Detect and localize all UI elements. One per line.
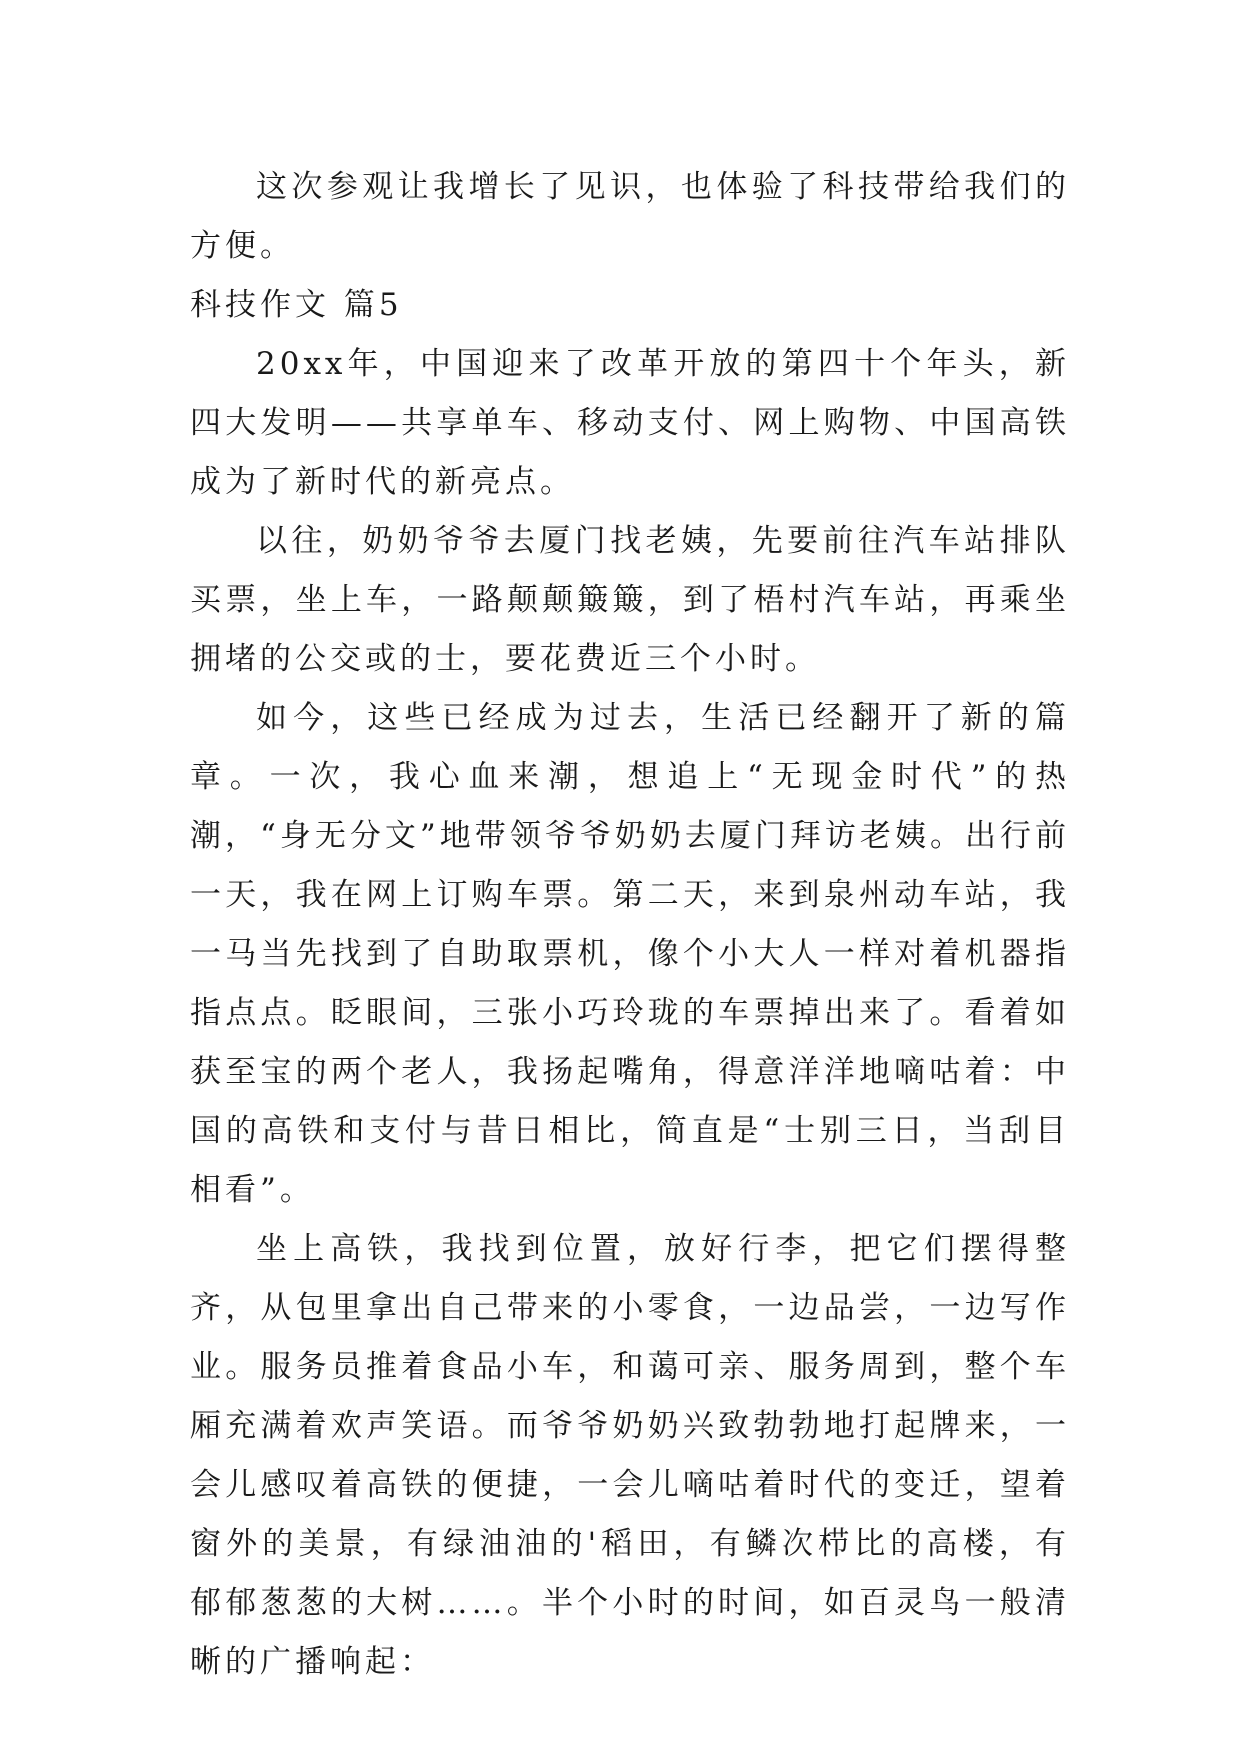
document-body bbox=[190, 158, 1070, 1692]
paragraph-cashless-trip: 如今，这些已经成为过去，生活已经翻开了新的篇章。一次，我心血来潮，想追上“无现金时代”的热潮，“身无分文”地带领爷爷奶奶去厦门拜访老姨。出行前一天，我在网上订购车票。第二天，来到泉州动车站，我一马当先找到了自助取票机，像个小大人一样对着机器指指点点。眨眼间，三张小巧玲珑的车票掉出来了。看着如获至宝的两个老人，我扬起嘴角，得意洋洋地嘀咕着：中国的高铁和支付与昔日相比，简直是“士别三日，当刮目相看”。 bbox=[190, 700, 1070, 1208]
paragraph-high-speed-rail: 坐上高铁，我找到位置，放好行李，把它们摆得整齐，从包里拿出自己带来的小零食，一边品尝，一边写作业。服务员推着食品小车，和蔼可亲、服务周到，整个车厢充满着欢声笑语。而爷爷奶奶兴致勃勃地打起牌来，一会儿感叹着高铁的便捷，一会儿嘀咕着时代的变迁，望着窗外的美景，有绿油油的'稻田，有鳞次栉比的高楼，有郁郁葱葱的大树……。半个小时的时间，如百灵鸟一般清晰的广播响起： bbox=[190, 1231, 1070, 1680]
section-heading: 科技作文 篇5 bbox=[190, 287, 403, 323]
paragraph-new-inventions: 20xx年，中国迎来了改革开放的第四十个年头，新四大发明——共享单车、移动支付、网上购物、中国高铁成为了新时代的新亮点。 bbox=[190, 346, 1070, 500]
paragraph-past-travel: 以往，奶奶爷爷去厦门找老姨，先要前往汽车站排队买票，坐上车，一路颠颠簸簸，到了梧村汽车站，再乘坐拥堵的公交或的士，要花费近三个小时。 bbox=[190, 523, 1070, 677]
paragraph-visit-summary: 这次参观让我增长了见识，也体验了科技带给我们的方便。 bbox=[190, 169, 1070, 264]
